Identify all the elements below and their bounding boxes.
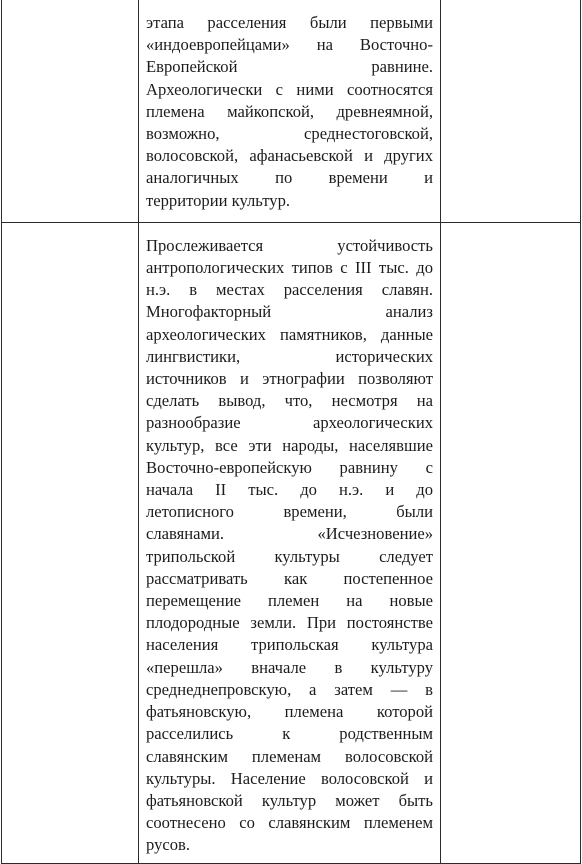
table-cell-left (2, 0, 139, 222)
text-line: славянами. «Исчезновение» (146, 524, 433, 544)
text-line: Археологически с ними соотносятся (146, 79, 433, 99)
text-line: фатьяновской культур может быть (146, 790, 433, 810)
table-cell-right (441, 222, 581, 863)
text-line: рассматривать как постепенное (146, 568, 433, 588)
content-table (1, 0, 581, 864)
table-row (2, 222, 581, 863)
text-line: перемещение племен на новые (146, 591, 433, 611)
text-line: соотнесено со славянским племенем (146, 813, 433, 833)
text-line: возможно, среднестоговской, (146, 124, 433, 144)
text-line: «индоевропейцами» на Восточно- (146, 35, 433, 55)
text-line: начала II тыс. до н.э. и до (146, 480, 433, 500)
text-line: трипольской культуры следует (146, 546, 433, 566)
text-line: сделать вывод, что, несмотря на (146, 391, 433, 411)
text-line: плодородные земли. При постоянстве (146, 613, 433, 633)
text-line: среднеднепровскую, а затем — в (146, 679, 433, 699)
text-line: Многофакторный анализ (146, 302, 433, 322)
table-cell-right (441, 0, 581, 222)
text-line: русов. (146, 835, 191, 855)
text-line: славянским племенам волосовской (146, 746, 433, 766)
text-line: Европейской равнине. (146, 57, 433, 77)
text-line: территории культур. (146, 190, 291, 210)
text-line: лингвистики, исторических (146, 346, 433, 366)
text-line: антропологических типов с III тыс. до (146, 258, 433, 278)
text-line: разнообразие археологических (146, 413, 433, 433)
text-line: археологических памятников, данные (146, 324, 433, 344)
text-line: летописного времени, были (146, 502, 433, 522)
table-cell-text (139, 0, 441, 222)
text-line: Прослеживается устойчивость (146, 235, 433, 255)
text-line: племена майкопской, древнеямной, (146, 101, 433, 121)
table-cell-left (2, 222, 139, 863)
text-line: культур, все эти народы, населявшие (146, 435, 433, 455)
cell-paragraph (139, 223, 440, 857)
text-line: волосовской, афанасьевской и других (146, 146, 433, 166)
text-line: фатьяновскую, племена которой (146, 702, 433, 722)
text-line: культуры. Население волосовской и (146, 768, 433, 788)
table-cell-text (139, 222, 441, 863)
text-line: этапа расселения были первыми (146, 13, 433, 32)
text-line: населения трипольская культура (146, 635, 433, 655)
text-line: «перешла» вначале в культуру (146, 657, 433, 677)
text-line: н.э. в местах расселения славян. (146, 280, 433, 300)
table-row (2, 0, 581, 222)
text-line: Восточно-европейскую равнину с (146, 457, 433, 477)
text-line: источников и этнографии позволяют (146, 369, 433, 389)
cell-paragraph (139, 0, 440, 222)
text-line: аналогичных по времени и (146, 168, 433, 188)
text-line: расселились к родственным (146, 724, 433, 744)
